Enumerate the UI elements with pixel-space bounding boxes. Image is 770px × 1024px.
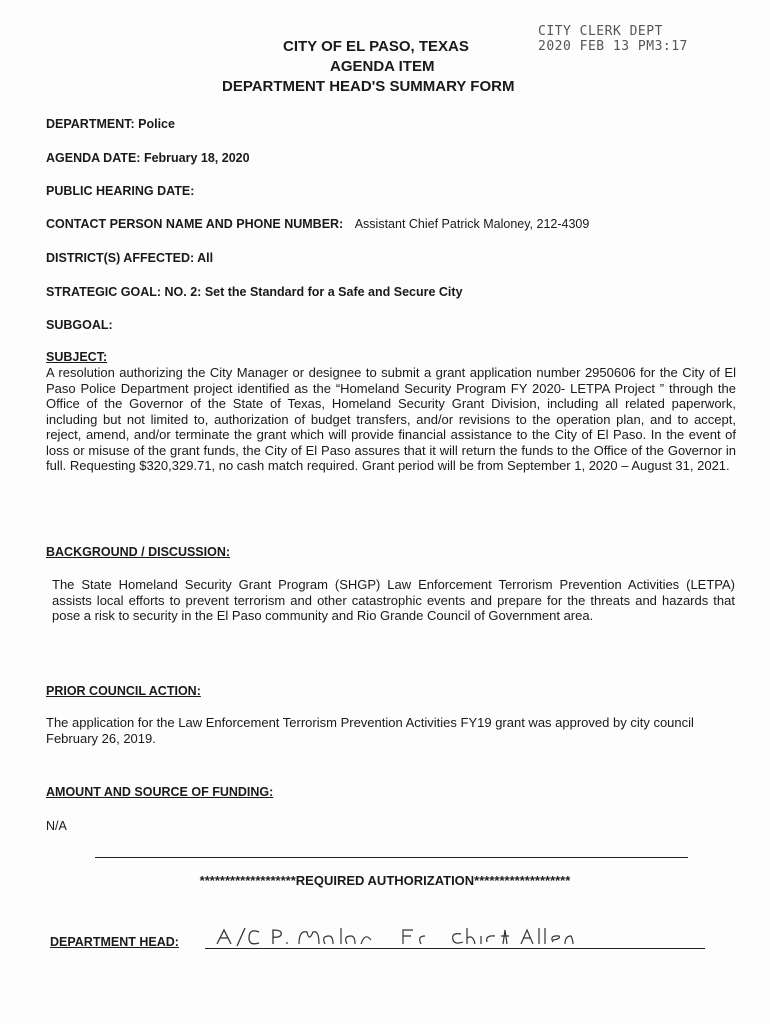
strategic-goal-label: STRATEGIC GOAL: [46,285,162,299]
contact-label: CONTACT PERSON NAME AND PHONE NUMBER: [46,217,344,231]
agenda-date-label: AGENDA DATE: [46,151,141,165]
district-value: All [197,251,214,265]
background-body: The State Homeland Security Grant Program (SHGP) Law Enforcement Terrorism Prevention Activities (LETPA) assists local efforts to prevent terrorism and other catastrophic events and prepare for the threats and hazards that pose a risk to security in the El Paso community and Rio Grande Council of Government area. [52,577,735,623]
required-authorization-banner: *******************REQUIRED AUTHORIZATION******************* [199,873,571,888]
contact-value: Assistant Chief Patrick Maloney, 212-4309 [354,217,590,231]
agenda-date-value: February 18, 2020 [143,151,250,165]
district-label: DISTRICT(S) AFFECTED: [46,251,195,265]
department-label: DEPARTMENT: [46,117,135,131]
divider-line [95,857,688,858]
header-city: CITY OF EL PASO, TEXAS [283,38,469,55]
background-title: BACKGROUND / DISCUSSION: [46,545,231,559]
strategic-goal-field [46,285,463,299]
subgoal-label: SUBGOAL: [46,318,113,332]
public-hearing-label: PUBLIC HEARING DATE: [46,184,195,198]
stamp-line-1: CITY CLERK DEPT [538,24,663,39]
district-field [46,251,213,265]
funding-value: N/A [46,819,67,833]
strategic-goal-value: NO. 2: Set the Standard for a Safe and Secure City [164,285,463,299]
clerk-received-stamp [538,24,688,54]
subject-body: A resolution authorizing the City Manager or designee to submit a grant application number 2950606 for the City of El Paso Police Department project identified as the “Homeland Security Program FY 2020- LETPA Project ” through the Office of the Governor of the State of Texas, Homeland Security Grant Division, including all related paperwork, including but not limited to, authorization of budget transfers, and/or revisions to the operation plan, and to accept, reject, amend, and/or terminate the grant which will provide financial assistance to the City of El Paso. In the event of loss or misuse of the grant funds, the City of El Paso assures that it will return the funds to the Office of the Governor in full. Requesting $320,329.71, no cash match required. Grant period will be from September 1, 2020 – August 31, 2021. [46,365,736,473]
stamp-line-2: 2020 FEB 13 PM3:17 [538,39,688,54]
subgoal-field [46,318,113,332]
signature-line [205,948,705,949]
funding-title: AMOUNT AND SOURCE OF FUNDING: [46,785,274,799]
contact-field [46,217,589,231]
agenda-date-field [46,151,250,165]
department-value: Police [138,117,175,131]
prior-action-title: PRIOR COUNCIL ACTION: [46,684,201,698]
public-hearing-field [46,184,194,198]
handwritten-signature [215,922,575,950]
department-field [46,117,175,131]
prior-action-body: The application for the Law Enforcement Terrorism Prevention Activities FY19 grant was approved by city council February 26, 2019. [46,715,694,746]
page-title: DEPARTMENT HEAD'S SUMMARY FORM [222,78,515,95]
header-agenda-item: AGENDA ITEM [330,58,435,75]
subject-title: SUBJECT: [46,350,108,364]
department-head-label: DEPARTMENT HEAD: [50,935,179,949]
